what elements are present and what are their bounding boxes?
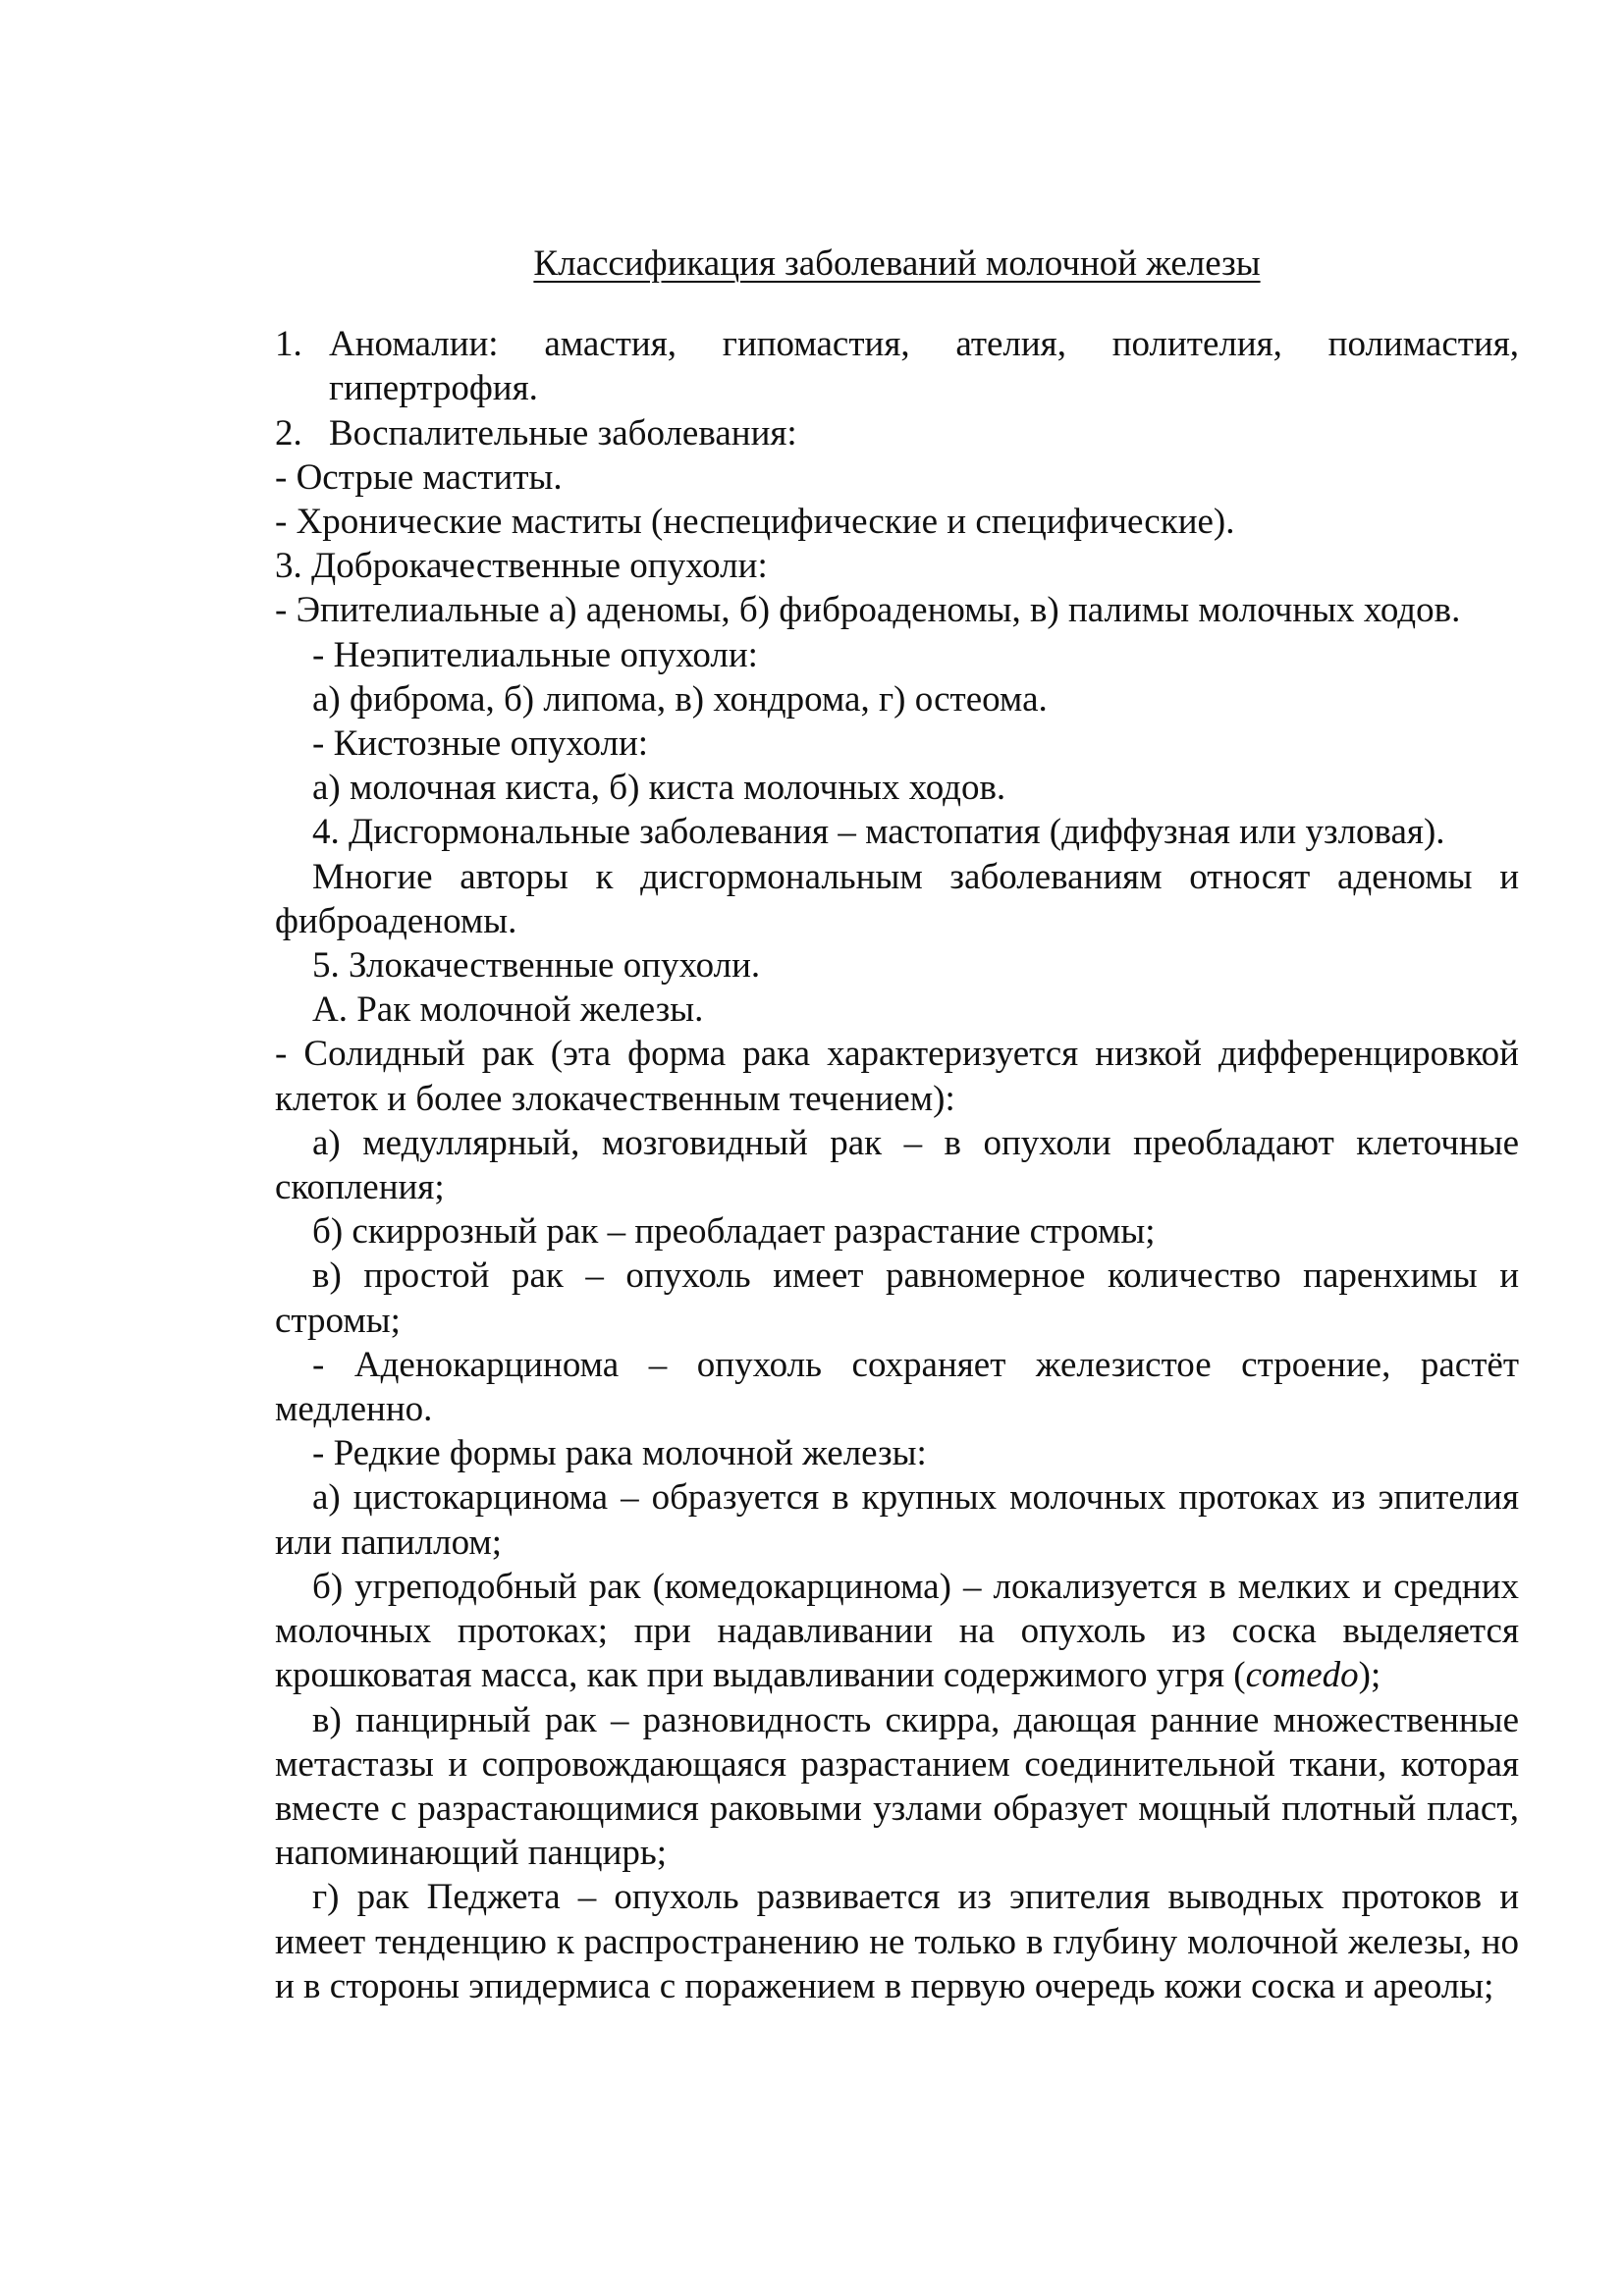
paragraph-dishormonal: 4. Дисгормональные заболевания – мастопатия (диффузная или узловая). xyxy=(312,812,1445,853)
paragraph-scirrhous: б) скиррозный рак – преобладает разрастание стромы; xyxy=(312,1211,1156,1253)
paragraph-epithelial: - Эпителиальные а) аденомы, б) фиброаденомы, в) палимы молочных ходов. xyxy=(275,590,1461,631)
list-item-inflammatory xyxy=(275,411,1519,455)
paragraph-acute-mastitis: - Острые маститы. xyxy=(275,456,563,498)
paragraph-armor-cancer: в) панцирный рак – разновидность скирра, дающая ранние множественные метастазы и сопровождающаяся разрастанием соединительной ткани, которая вместе с разрастающимися раковыми узлами образует мощный плотный пласт, напоминающий панцирь; xyxy=(275,1699,1519,1874)
paragraph-comedocarcinoma xyxy=(275,1565,1519,1698)
paragraph-cystic: - Кистозные опухоли: xyxy=(312,723,649,765)
paragraph-malignant: 5. Злокачественные опухоли. xyxy=(312,945,761,987)
document-title: Классификация заболеваний молочной железы xyxy=(533,243,1261,284)
list-text: Воспалительные заболевания: xyxy=(329,412,797,454)
paragraph-cystocarcinoma: а) цистокарцинома – образуется в крупных молочных протоках из эпителия или папиллом; xyxy=(275,1477,1519,1563)
list-number: 1. xyxy=(275,324,302,365)
comedo-text-after: ); xyxy=(1358,1655,1381,1696)
paragraph-cystic-list: а) молочная киста, б) киста молочных ходов. xyxy=(312,768,1006,809)
list-item-anomalies xyxy=(275,322,1519,410)
comedo-text-before: б) угреподобный рак (комедокарцинома) – локализуется в мелких и средних молочных протоках; при надавливании на опухоль из соска выделяется крошковатая масса, как при выдавливании содержимого угря ( xyxy=(275,1566,1519,1696)
list-number: 2. xyxy=(275,412,302,454)
list-text: Аномалии: амастия, гипомастия, ателия, полителия, полимастия, гипертрофия. xyxy=(329,324,1519,409)
paragraph-breast-cancer: А. Рак молочной железы. xyxy=(312,989,704,1031)
paragraph-medullary: а) медуллярный, мозговидный рак – в опухоли преобладают клеточные скопления; xyxy=(275,1122,1519,1208)
paragraph-benign-tumors: 3. Доброкачественные опухоли: xyxy=(275,546,768,587)
paragraph-solid-cancer: - Солидный рак (эта форма рака характеризуется низкой дифференцировкой клеток и более злокачественным течением): xyxy=(275,1034,1519,1119)
paragraph-nonepithelial: - Неэпителиальные опухоли: xyxy=(312,634,758,675)
paragraph-authors: Многие авторы к дисгормональным заболеваниям относят аденомы и фиброаденомы. xyxy=(275,856,1519,941)
paragraph-chronic-mastitis: - Хронические маститы (неспецифические и специфические). xyxy=(275,502,1235,543)
paragraph-paget: г) рак Педжета – опухоль развивается из эпителия выводных протоков и имеет тенденцию к распространению не только в глубину молочной железы, но и в стороны эпидермиса с поражением в первую очередь кожи соска и ареолы; xyxy=(275,1877,1519,2006)
document-page xyxy=(275,241,1519,2008)
paragraph-rare-forms: - Редкие формы рака молочной железы: xyxy=(312,1433,927,1474)
paragraph-nonepithelial-list: а) фиброма, б) липома, в) хондрома, г) остеома. xyxy=(312,678,1048,720)
comedo-term: comedo xyxy=(1245,1655,1359,1696)
paragraph-simple-cancer: в) простой рак – опухоль имеет равномерное количество паренхимы и стромы; xyxy=(275,1255,1519,1341)
paragraph-adenocarcinoma: - Аденокарцинома – опухоль сохраняет железистое строение, растёт медленно. xyxy=(275,1344,1519,1430)
